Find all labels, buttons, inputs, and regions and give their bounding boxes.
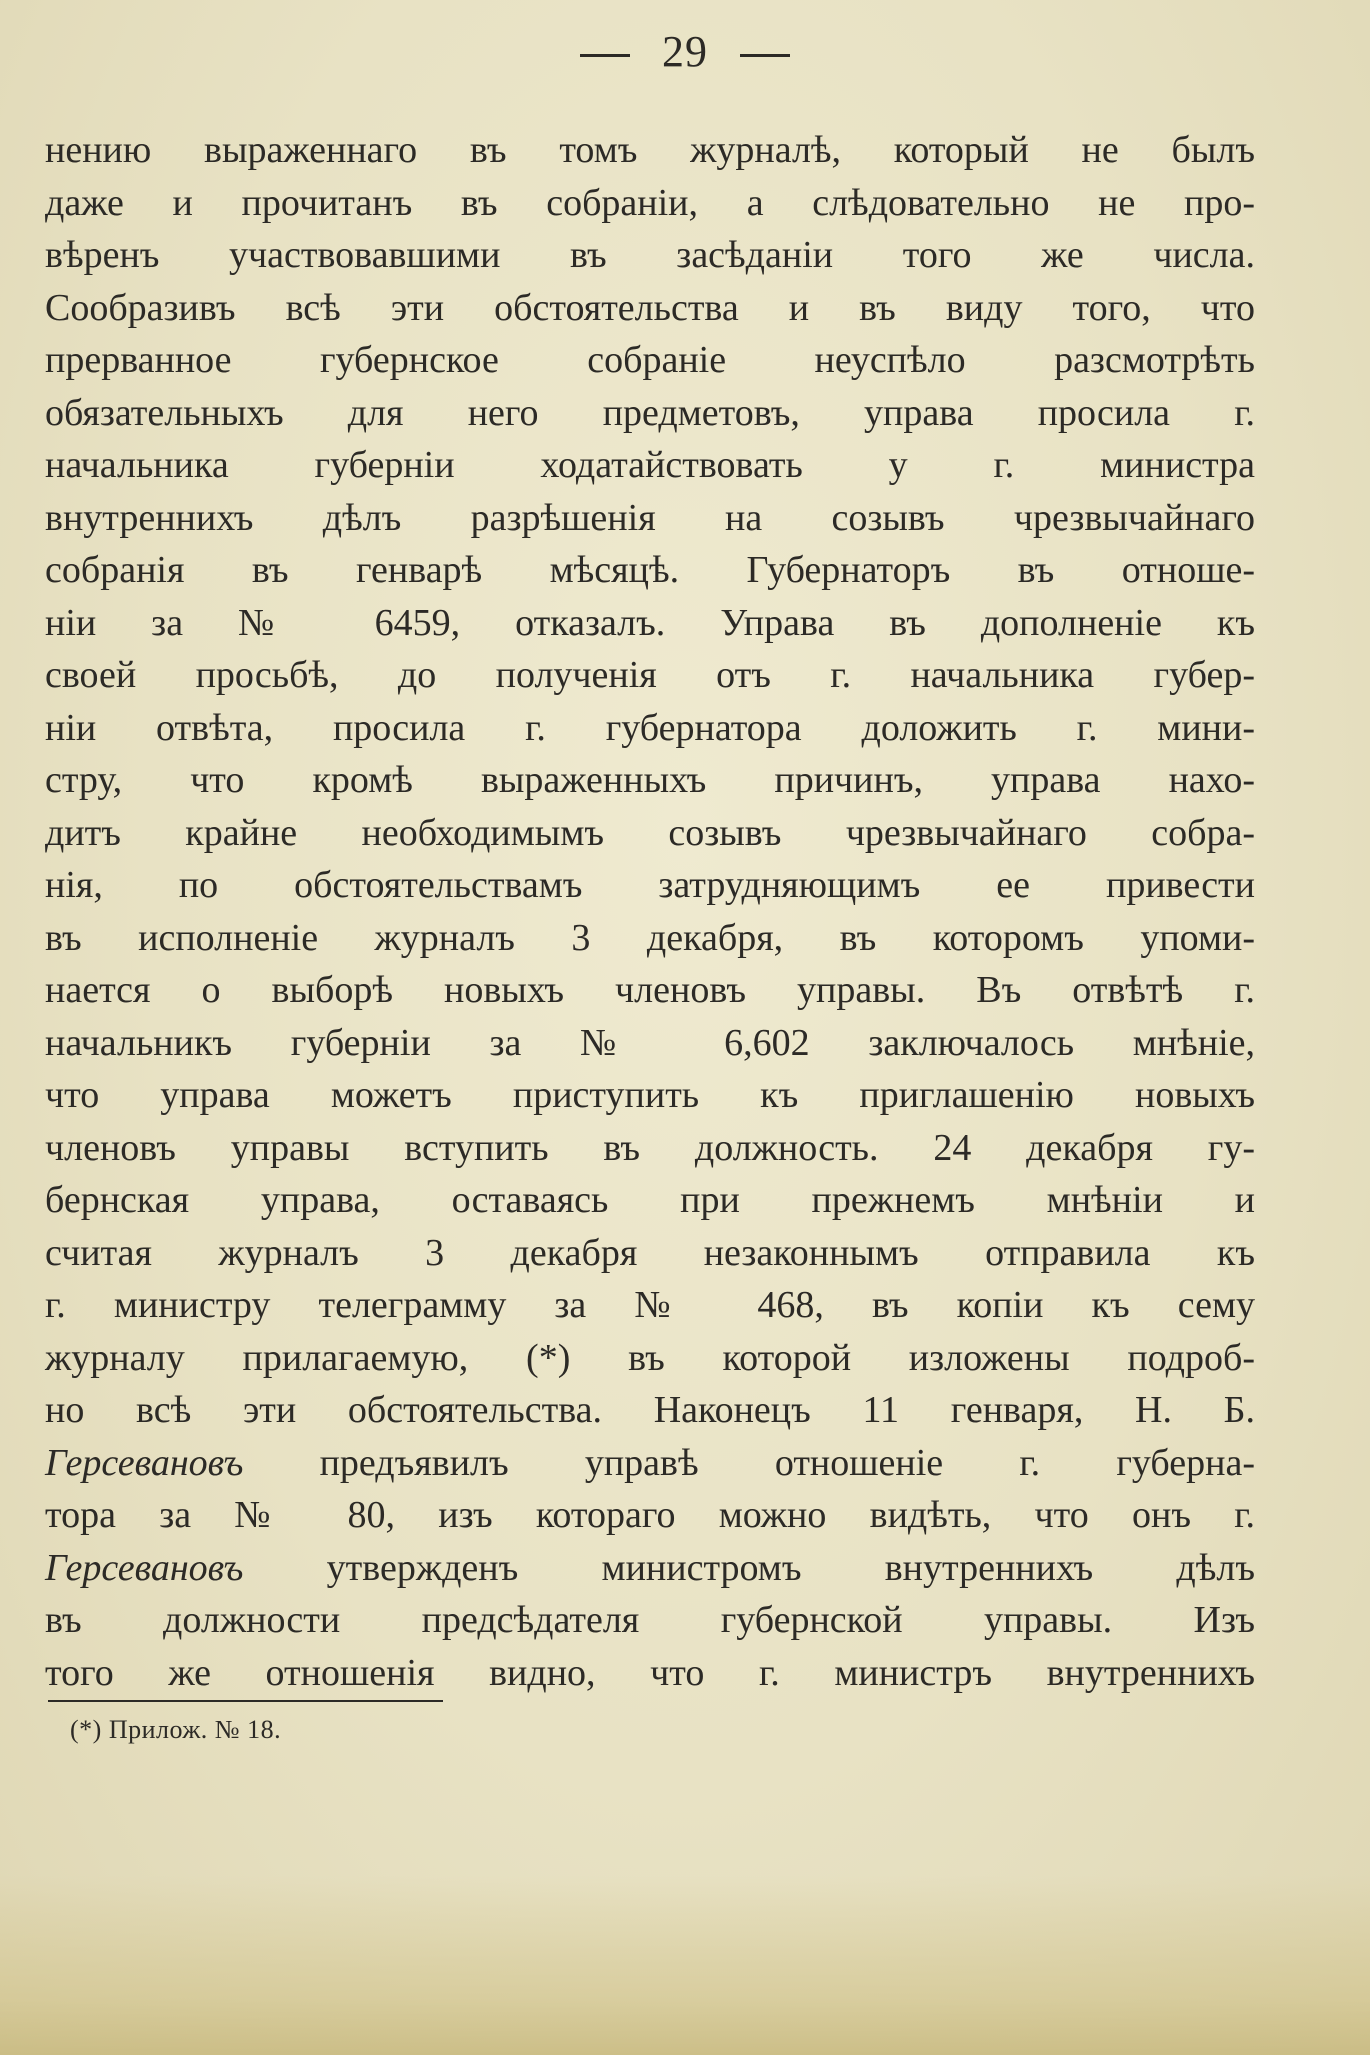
text-line: въ исполненіе журналъ 3 декабря, въ которомъ упоми-	[45, 916, 1255, 959]
paper-stain	[0, 1875, 1370, 2055]
text-line: бернская управа, оставаясь при прежнемъ мнѣніи и	[45, 1179, 1255, 1221]
text-line: стру, что кромѣ выраженныхъ причинъ, управа нахо-	[45, 759, 1255, 801]
header-dash-right	[740, 54, 790, 57]
text-line: членовъ управы вступить въ должность. 24 декабря гу-	[45, 1126, 1255, 1169]
text-line: Сообразивъ всѣ эти обстоятельства и въ виду того, что	[45, 286, 1255, 329]
footnote: (*) Прилож. № 18.	[70, 1715, 282, 1744]
page-number: 29	[662, 27, 708, 76]
text-line: тора за № 80, изъ котораго можно видѣть, что онъ г.	[45, 1494, 1255, 1536]
text-line: прерванное губернское собраніе неуспѣло разсмотрѣть	[45, 339, 1255, 381]
text-line: начальникъ губерніи за № 6,602 заключалось мнѣніе,	[45, 1021, 1255, 1064]
text-line: нению выраженнаго въ томъ журналѣ, который не былъ	[45, 129, 1255, 171]
text-line: своей просьбѣ, до полученія отъ г. начальника губер-	[45, 654, 1255, 696]
text-line: журналу прилагаемую, (*) въ которой изложены подроб-	[45, 1336, 1255, 1379]
text-line: нія, по обстоятельствамъ затрудняющимъ ее привести	[45, 864, 1255, 906]
text-line: того же отношенія видно, что г. министръ внутреннихъ	[45, 1651, 1255, 1694]
text-line-with-name	[45, 1437, 1255, 1490]
text-line: начальника губерніи ходатайствовать у г. министра	[45, 444, 1255, 486]
footnote-rule	[48, 1700, 443, 1702]
text-line: что управа можетъ приступить къ приглашенію новыхъ	[45, 1074, 1255, 1116]
text-line: ніи за № 6459, отказалъ. Управа въ дополненіе къ	[45, 601, 1255, 644]
text-fragment: утвержденъ министромъ внутреннихъ дѣлъ	[243, 1546, 1255, 1589]
header-dash-left	[580, 54, 630, 57]
text-line: въ должности предсѣдателя губернской управы. Изъ	[45, 1599, 1255, 1641]
text-line: но всѣ эти обстоятельства. Наконецъ 11 генваря, Н. Б.	[45, 1389, 1255, 1431]
text-fragment: предъявилъ управѣ отношеніе г. губерна-	[243, 1441, 1255, 1484]
text-line: обязательныхъ для него предметовъ, управа просила г.	[45, 391, 1255, 434]
page-header	[0, 22, 1370, 82]
text-line: собранія въ генварѣ мѣсяцѣ. Губернаторъ въ отноше-	[45, 549, 1255, 591]
text-line: дитъ крайне необходимымъ созывъ чрезвычайнаго собра-	[45, 811, 1255, 854]
text-line: вѣренъ участвовавшими въ засѣданіи того же числа.	[45, 234, 1255, 276]
text-line: г. министру телеграмму за № 468, въ копіи къ сему	[45, 1284, 1255, 1326]
body-text	[45, 124, 1255, 1699]
text-line-with-name	[45, 1542, 1255, 1595]
text-line: считая журналъ 3 декабря незаконнымъ отправила къ	[45, 1231, 1255, 1274]
surname-italic: Герсевановъ	[45, 1441, 244, 1484]
text-line: даже и прочитанъ въ собраніи, а слѣдовательно не про-	[45, 181, 1255, 224]
text-line: нается о выборѣ новыхъ членовъ управы. Въ отвѣтѣ г.	[45, 969, 1255, 1011]
text-line: ніи отвѣта, просила г. губернатора доложить г. мини-	[45, 706, 1255, 749]
text-line: внутреннихъ дѣлъ разрѣшенія на созывъ чрезвычайнаго	[45, 496, 1255, 539]
surname-italic: Герсевановъ	[45, 1546, 244, 1589]
